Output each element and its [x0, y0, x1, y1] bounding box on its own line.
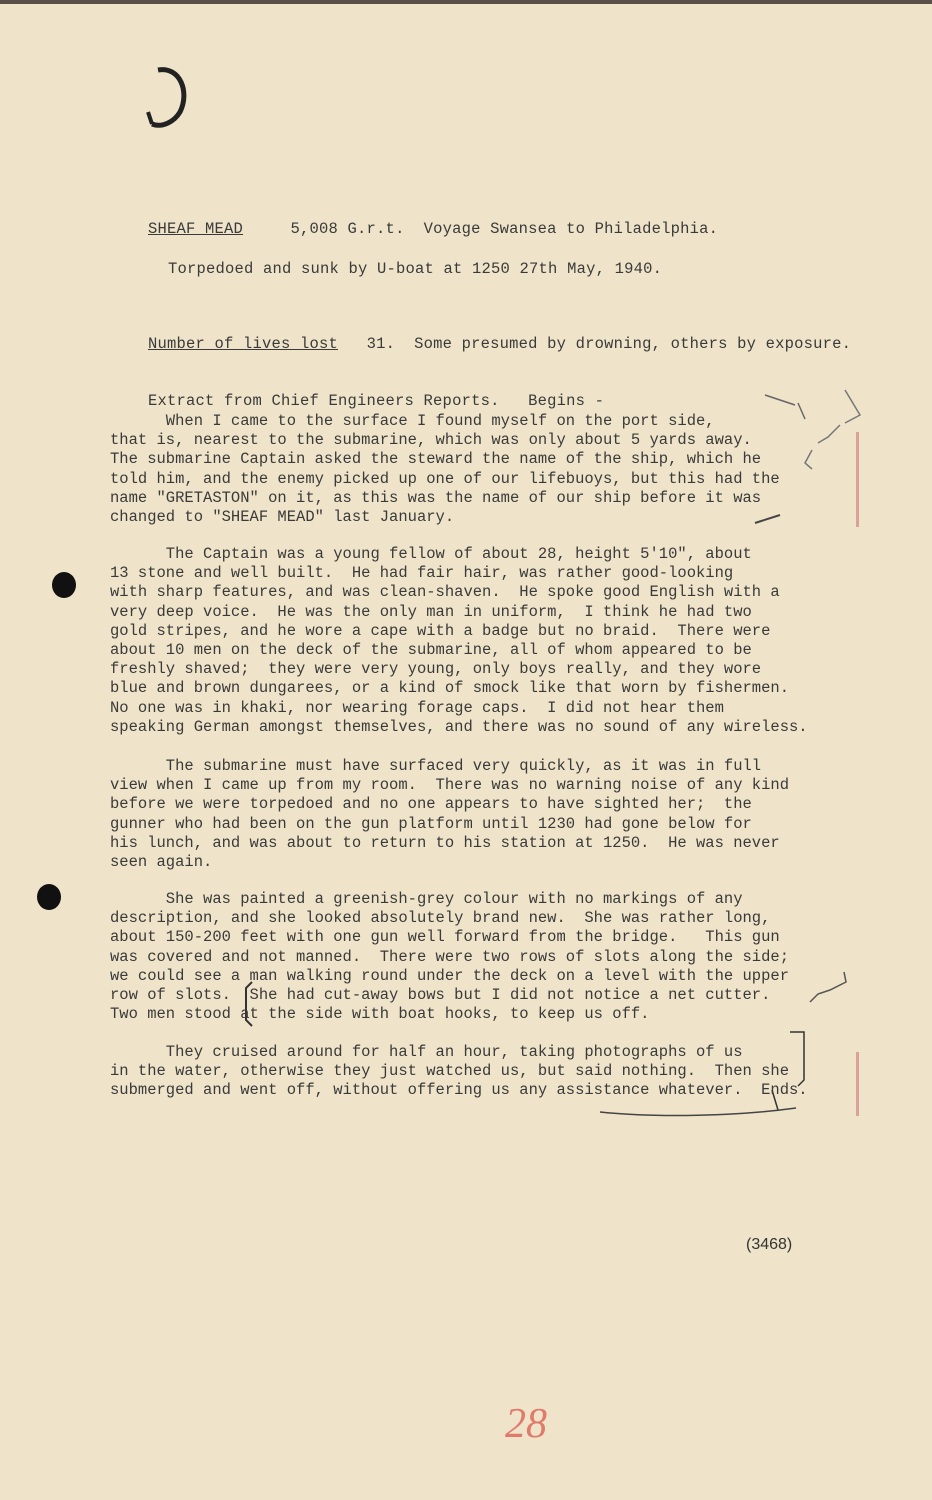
paragraph-line: The submarine Captain asked the steward the name of the ship, which he: [110, 450, 762, 469]
paragraph-line: was covered and not manned. There were two rows of slots along the side;: [110, 947, 790, 966]
lives-label: Number of lives lost: [148, 335, 339, 353]
paragraph-line: She was painted a greenish-grey colour with no markings of any: [110, 890, 743, 908]
paragraph-line: gold stripes, and he wore a cape with a badge but no braid. There were: [110, 621, 771, 640]
margin-red-bar-2: [856, 1052, 859, 1116]
tonnage: 5,008 G.r.t.: [290, 220, 405, 238]
paragraph-line: description, and she looked absolutely brand new. She was rather long,: [110, 909, 771, 928]
lives-count: 31.: [366, 335, 396, 353]
paragraph-5: [110, 1043, 850, 1101]
underline-mark: [598, 1104, 798, 1118]
paragraph-line: his lunch, and was about to return to his station at 1250. He was never: [110, 833, 780, 852]
paragraph-line: about 150-200 feet with one gun well forward from the bridge. This gun: [110, 928, 780, 947]
paragraph-line: submerged and went off, without offering us any assistance whatever. Ends.: [110, 1081, 808, 1100]
paragraph-line: They cruised around for half an hour, taking photographs of us: [110, 1043, 743, 1061]
paragraph-line: row of slots. She had cut-away bows but I did not notice a net cutter.: [110, 986, 771, 1005]
paragraph-line: very deep voice. He was the only man in uniform, I think he had two: [110, 602, 752, 621]
paragraph-3: [110, 757, 850, 872]
ship-name: SHEAF MEAD: [148, 220, 244, 238]
paragraph-line: The submarine must have surfaced very quickly, as it was in full: [110, 757, 762, 775]
paragraph-line: view when I came up from my room. There was no warning noise of any kind: [110, 776, 790, 795]
paragraph-line: seen again.: [110, 853, 213, 872]
event-line: Torpedoed and sunk by U-boat at 1250 27th May, 1940.: [168, 260, 663, 278]
ship-header-line: [110, 202, 718, 256]
punch-hole-lower: [37, 884, 61, 910]
paragraph-line: about 10 men on the deck of the submarine, all of whom appeared to be: [110, 641, 752, 660]
corner-pencil-mark: [140, 62, 200, 142]
paragraph-line: freshly shaved; they were very young, only boys really, and they wore: [110, 660, 762, 679]
punch-hole-upper: [52, 572, 76, 598]
extract-marker: Begins -: [528, 392, 605, 410]
paragraph-line: we could see a man walking round under the deck on a level with the upper: [110, 966, 790, 985]
lives-detail: Some presumed by drowning, others by exposure.: [414, 335, 852, 353]
paragraph-line: with sharp features, and was clean-shaven. He spoke good English with a: [110, 583, 780, 602]
page-top-edge: [0, 0, 932, 4]
paragraph-line: blue and brown dungarees, or a kind of smock like that worn by fishermen.: [110, 679, 790, 698]
paragraph-line: changed to "SHEAF MEAD" last January.: [110, 508, 455, 527]
handwritten-page-number: 28: [505, 1401, 547, 1447]
lives-line: [110, 317, 851, 371]
paragraph-line: No one was in khaki, nor wearing forage caps. I did not hear them: [110, 698, 724, 717]
paragraph-line: The Captain was a young fellow of about 28, height 5'10", about: [110, 545, 752, 563]
paragraph-line: Two men stood at the side with boat hooks, to keep us off.: [110, 1005, 650, 1024]
paragraph-1: [110, 412, 850, 527]
paragraph-line: gunner who had been on the gun platform until 1230 had gone below for: [110, 814, 752, 833]
reference-number: (3468): [746, 1236, 793, 1253]
paragraph-2: [110, 545, 850, 737]
paragraph-line: in the water, otherwise they just watched us, but said nothing. Then she: [110, 1062, 790, 1081]
paragraph-line: 13 stone and well built. He had fair hair, was rather good-looking: [110, 564, 734, 583]
paragraph-line: before we were torpedoed and no one appears to have sighted her; the: [110, 795, 752, 814]
paragraph-line: When I came to the surface I found myself on the port side,: [110, 412, 715, 430]
paragraph-4: [110, 890, 850, 1024]
paragraph-line: that is, nearest to the submarine, which was only about 5 yards away.: [110, 431, 752, 450]
margin-red-bar-1: [856, 432, 859, 527]
voyage: Voyage Swansea to Philadelphia.: [423, 220, 719, 238]
extract-source: Extract from Chief Engineers Reports.: [148, 392, 500, 410]
paragraph-line: told him, and the enemy picked up one of our lifebuoys, but this had the: [110, 469, 780, 488]
paragraph-line: speaking German amongst themselves, and there was no sound of any wireless.: [110, 717, 808, 736]
paragraph-line: name "GRETASTON" on it, as this was the name of our ship before it was: [110, 488, 762, 507]
